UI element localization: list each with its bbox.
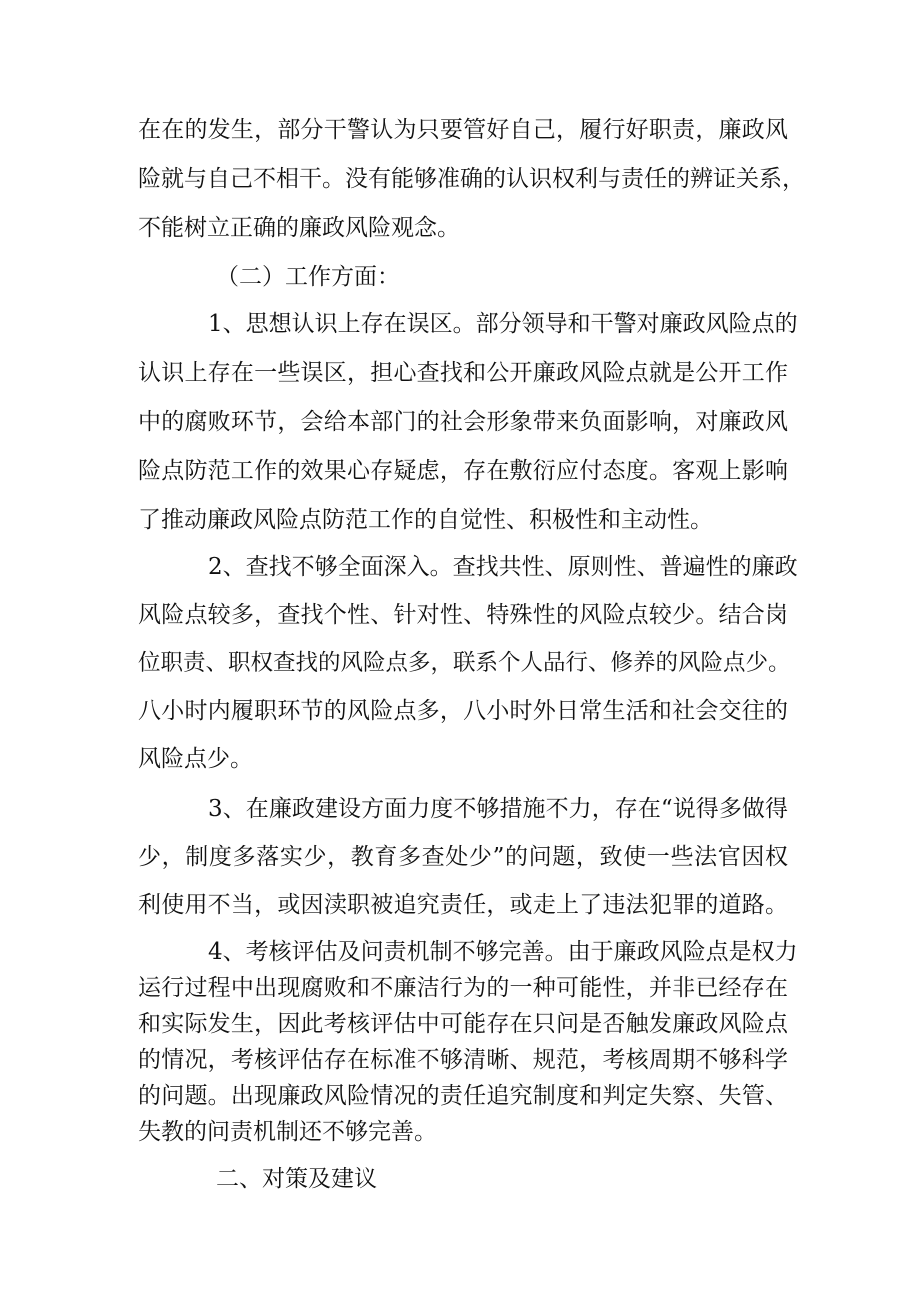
text-line: 和实际发生，因此考核评估中可能存在只问是否触发廉政风险点 xyxy=(138,1011,788,1037)
text-line: 认识上存在一些误区，担心查找和公开廉政风险点就是公开工作 xyxy=(138,360,788,386)
text-line: 不能树立正确的廉政风险观念。 xyxy=(138,215,460,241)
text-line: 在在的发生，部分干警认为只要管好自己，履行好职责，廉政风 xyxy=(138,117,788,143)
section-heading-work: （二）工作方面： xyxy=(216,264,400,290)
text-line: 位职责、职权查找的风险点多，联系个人品行、修养的风险点少。 xyxy=(138,650,791,676)
text-line: 2、查找不够全面深入。查找共性、原则性、普遍性的廉政 xyxy=(208,554,798,580)
text-line: 风险点少。 xyxy=(138,746,253,772)
text-line: 利使用不当，或因渎职被追究责任，或走上了违法犯罪的道路。 xyxy=(138,892,788,918)
text-line: 了推动廉政风险点防范工作的自觉性、积极性和主动性。 xyxy=(138,507,713,533)
text-line: 3、在廉政建设方面力度不够措施不力，存在“说得多做得 xyxy=(208,796,788,822)
text-line: 4、考核评估及问责机制不够完善。由于廉政风险点是权力 xyxy=(208,939,798,965)
text-line: 中的腐败环节，会给本部门的社会形象带来负面影响，对廉政风 xyxy=(138,409,788,435)
text-line: 运行过程中出现腐败和不廉洁行为的一种可能性，并非已经存在 xyxy=(138,975,788,1001)
text-line: 的问题。出现廉政风险情况的责任追究制度和判定失察、失管、 xyxy=(138,1083,788,1109)
text-line: 险就与自己不相干。没有能够准确的认识权利与责任的辨证关系， xyxy=(138,166,805,192)
section-heading-measures: 二、对策及建议 xyxy=(216,1166,377,1192)
text-line: 风险点较多，查找个性、针对性、特殊性的风险点较少。结合岗 xyxy=(138,602,788,628)
text-line: 的情况，考核评估存在标准不够清晰、规范，考核周期不够科学 xyxy=(138,1047,788,1073)
text-line: 1、思想认识上存在误区。部分领导和干警对廉政风险点的 xyxy=(208,311,798,337)
text-line: 险点防范工作的效果心存疑虑，存在敷衍应付态度。客观上影响 xyxy=(138,458,788,484)
text-line: 少，制度多落实少，教育多查处少”的问题，致使一些法官因权 xyxy=(138,844,788,870)
text-line: 失教的问责机制还不够完善。 xyxy=(138,1119,437,1145)
text-line: 八小时内履职环节的风险点多，八小时外日常生活和社会交往的 xyxy=(138,698,788,724)
